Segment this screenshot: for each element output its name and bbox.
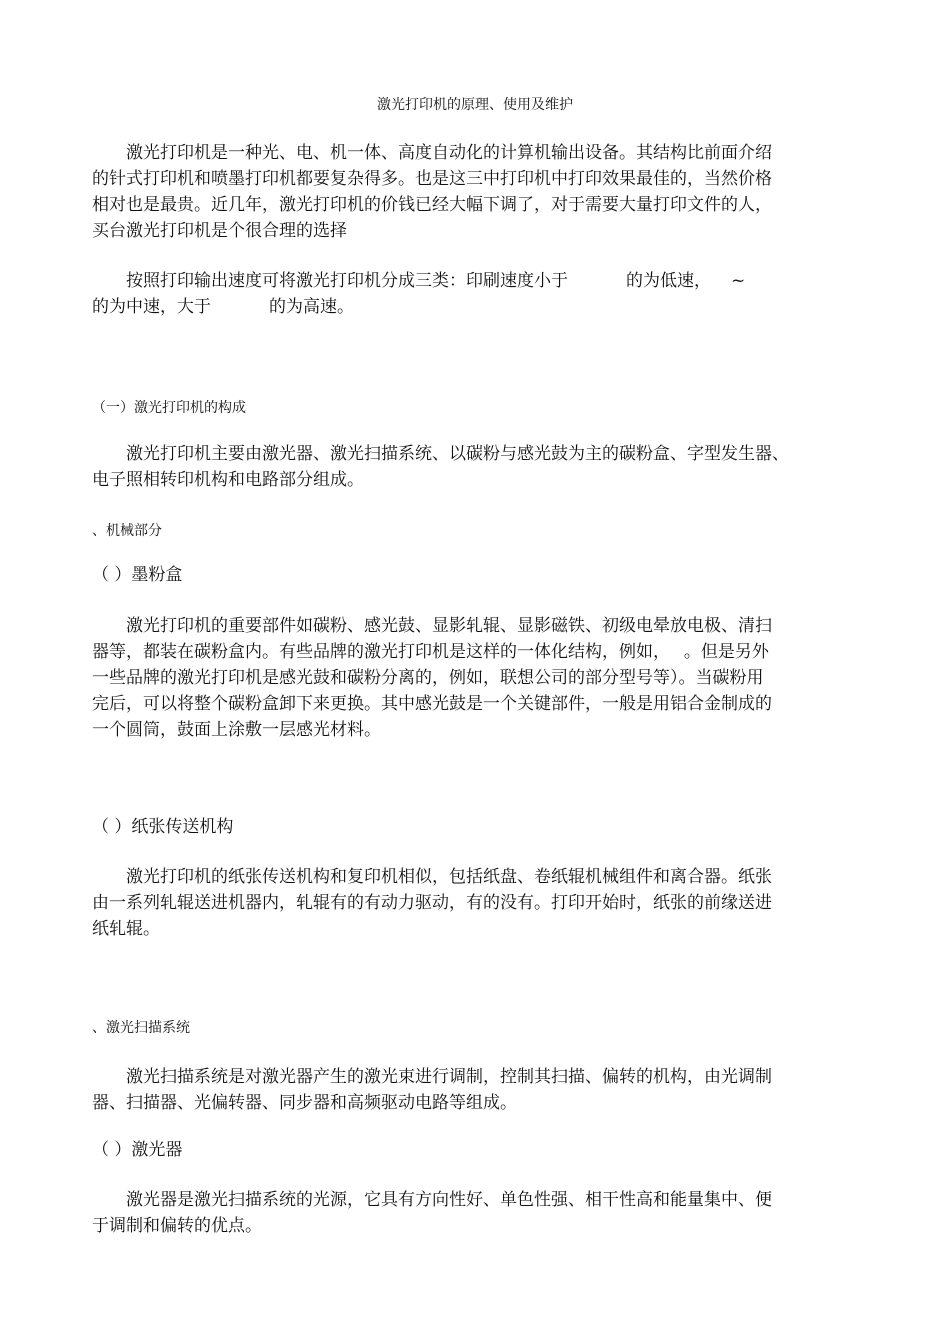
section-1-heading: （一）激光打印机的构成	[92, 400, 246, 416]
toner-line-2: 器等，都装在碳粉盒内。有些品牌的激光打印机是这样的一体化结构，例如， 。但是另外	[92, 642, 769, 662]
toner-line-1: 激光打印机的重要部件如碳粉、感光鼓、显影轧辊、显影磁铁、初级电晕放电极、清扫	[126, 616, 772, 636]
laser-paragraph	[92, 1187, 862, 1239]
intro-paragraph	[92, 140, 862, 244]
scan-line-2: 器、扫描器、光偏转器、同步器和高频驱动电路等组成。	[92, 1093, 517, 1113]
section-1-line-1: 激光打印机主要由激光器、激光扫描系统、以碳粉与感光鼓为主的碳粉盒、字型发生器、	[126, 444, 789, 464]
toner-cartridge-paragraph	[92, 613, 862, 743]
laser-scan-heading: 、激光扫描系统	[92, 1020, 190, 1036]
toner-line-5: 一个圆筒，鼓面上涂敷一层感光材料。	[92, 720, 381, 740]
document-title: 激光打印机的原理、使用及维护	[377, 97, 573, 113]
paper-line-2: 由一系列轧辊送进机器内，轧辊有的有动力驱动，有的没有。打印开始时，纸张的前缘送进	[92, 893, 772, 913]
paper-transport-heading: （ ）纸张传送机构	[92, 817, 234, 837]
scan-line-1: 激光扫描系统是对激光器产生的激光束进行调制，控制其扫描、偏转的机构，由光调制	[126, 1067, 772, 1087]
intro-line-3: 相对也是最贵。近几年，激光打印机的价钱已经大幅下调了，对于需要大量打印文件的人，	[92, 195, 772, 215]
toner-cartridge-heading: （ ）墨粉盒	[92, 565, 183, 585]
toner-line-4: 完后，可以将整个碳粉盒卸下来更换。其中感光鼓是一个关键部件，一般是用铝合金制成的	[92, 694, 772, 714]
laser-line-2: 于调制和偏转的优点。	[92, 1216, 262, 1236]
speed-tilde: ~	[731, 271, 746, 291]
speed-line-2	[92, 294, 862, 320]
laser-scan-paragraph	[92, 1064, 862, 1116]
intro-line-1: 激光打印机是一种光、电、机一体、高度自动化的计算机输出设备。其结构比前面介绍	[126, 143, 772, 163]
toner-line-3: 一些品牌的激光打印机是感光鼓和碳粉分离的，例如，联想公司的部分型号等）。当碳粉用	[92, 668, 764, 688]
intro-line-2: 的针式打印机和喷墨打印机都要复杂得多。也是这三中打印机中打印效果最佳的，当然价格	[92, 169, 772, 189]
section-1-paragraph	[92, 441, 862, 493]
speed-text-low: 的为低速，	[626, 271, 711, 291]
paper-line-1: 激光打印机的纸张传送机构和复印机相似，包括纸盘、卷纸辊机械组件和离合器。纸张	[126, 867, 772, 887]
speed-text-mid: 的为中速，大于	[92, 297, 211, 317]
laser-line-1: 激光器是激光扫描系统的光源，它具有方向性好、单色性强、相干性高和能量集中、便	[126, 1190, 772, 1210]
laser-heading: （ ）激光器	[92, 1140, 183, 1160]
section-1-line-2: 电子照相转印机构和电路部分组成。	[92, 470, 364, 490]
mechanical-heading: 、机械部分	[92, 523, 162, 539]
speed-text-low-prefix: 按照打印输出速度可将激光打印机分成三类：印刷速度小于	[126, 271, 568, 291]
speed-paragraph	[92, 268, 862, 320]
paper-transport-paragraph	[92, 864, 862, 942]
speed-line-1	[92, 268, 862, 294]
speed-text-high: 的为高速。	[269, 297, 354, 317]
paper-line-3: 纸轧辊。	[92, 919, 160, 939]
intro-line-4: 买台激光打印机是个很合理的选择	[92, 221, 347, 241]
